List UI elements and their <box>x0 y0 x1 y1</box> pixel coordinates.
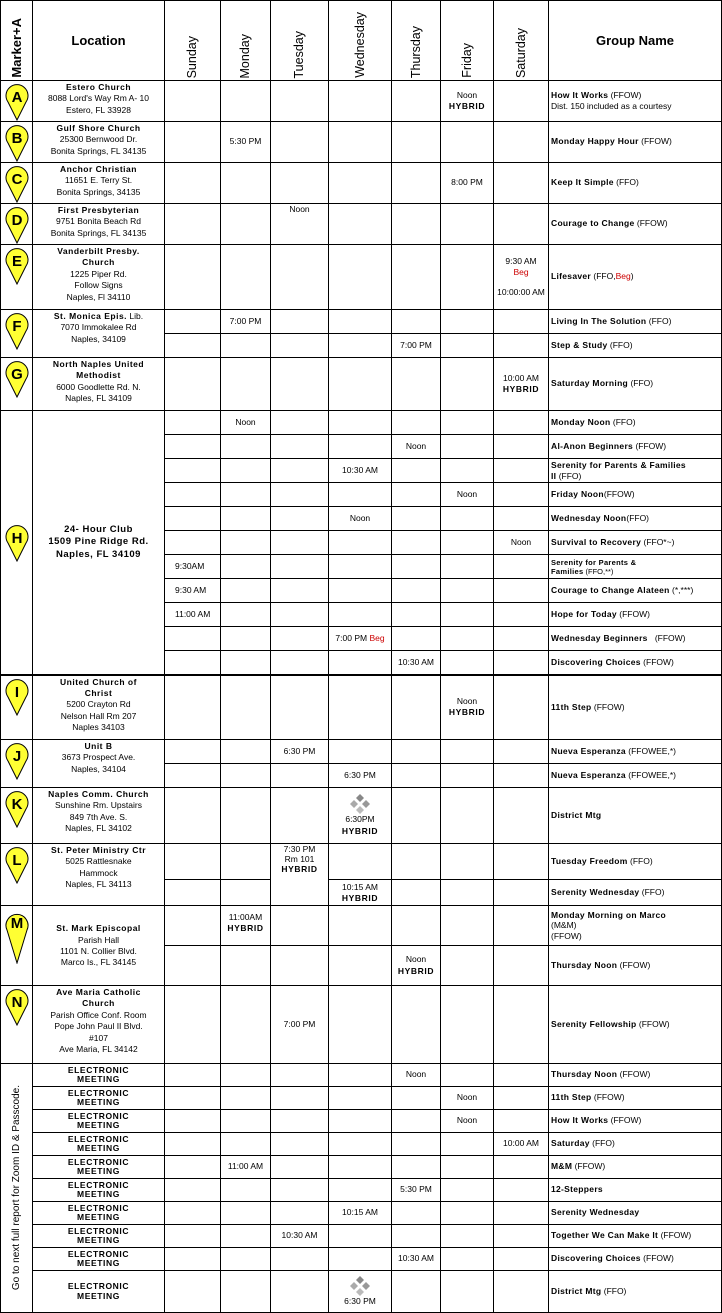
district-diamond-icon <box>349 1276 371 1296</box>
map-marker-a <box>1 81 33 122</box>
group-name: Serenity Wednesday (FFO) <box>549 880 722 906</box>
group-name: Lifesaver (FFO,Beg) <box>549 245 722 310</box>
wednesday-time: 10:15 AM HYBRID <box>329 880 392 906</box>
location-cell: Estero Church 8088 Lord's Way Rm A- 10 Estero, FL 33928 <box>33 81 165 122</box>
group-name: 11th Step (FFOW) <box>549 1087 722 1110</box>
meeting-row-n <box>1 986 722 1064</box>
group-name: Serenity Fellowship (FFOW) <box>549 986 722 1064</box>
marker-letter: A <box>11 89 22 106</box>
thursday-time: Noon HYBRID <box>392 946 441 986</box>
day-header-friday: Friday <box>441 1 494 81</box>
map-pin-icon <box>5 524 29 562</box>
electronic-row-5 <box>1 1156 722 1179</box>
meeting-row-j <box>1 740 722 764</box>
group-name: 12-Steppers <box>549 1179 722 1202</box>
location-cell: 24- Hour Club 1509 Pine Ridge Rd. Naples, FL 34109 <box>33 411 165 675</box>
saturday-time: 10:00 AM <box>494 1133 549 1156</box>
electronic-row-8 <box>1 1225 722 1248</box>
location-cell: First Presbyterian 9751 Bonita Beach Rd Bonita Springs, FL 34135 <box>33 204 165 245</box>
electronic-row-4 <box>1 1133 722 1156</box>
location-cell: Unit B 3673 Prospect Ave. Naples, 34104 <box>33 740 165 788</box>
map-marker-b <box>1 122 33 163</box>
map-marker-j <box>1 740 33 788</box>
group-name: Discovering Choices (FFOW) <box>549 651 722 675</box>
map-pin-icon <box>5 165 29 203</box>
map-marker-f <box>1 310 33 358</box>
map-pin-icon <box>5 846 29 884</box>
district-diamond-icon <box>349 794 371 814</box>
group-name: Serenity Wednesday <box>549 1202 722 1225</box>
map-pin-icon <box>5 678 29 716</box>
monday-time: 11:00AM HYBRID <box>221 906 271 946</box>
day-header-thursday: Thursday <box>392 1 441 81</box>
group-name: Saturday Morning (FFO) <box>549 358 722 411</box>
group-name: Keep It Simple (FFO) <box>549 163 722 204</box>
day-header-wednesday: Wednesday <box>329 1 392 81</box>
location-cell: St. Mark Episcopal Parish Hall 1101 N. Collier Blvd. Marco Is., FL 34145 <box>33 906 165 986</box>
electronic-meeting-label: ELECTRONIC MEETING <box>33 1110 165 1133</box>
location-cell: North Naples United Methodist 6000 Goodlette Rd. N. Naples, FL 34109 <box>33 358 165 411</box>
day-header-sunday: Sunday <box>165 1 221 81</box>
map-marker-l <box>1 844 33 906</box>
day-header-saturday: Saturday <box>494 1 549 81</box>
electronic-row-6 <box>1 1179 722 1202</box>
tuesday-time: 7:30 PM Rm 101 HYBRID <box>271 844 329 906</box>
group-name: Nueva Esperanza (FFOWEE,*) <box>549 740 722 764</box>
location-cell: Gulf Shore Church 25300 Bernwood Dr. Bonita Springs, FL 34135 <box>33 122 165 163</box>
group-name: Friday Noon(FFOW) <box>549 483 722 507</box>
electronic-meeting-label: ELECTRONIC MEETING <box>33 1133 165 1156</box>
day-header-monday: Monday <box>221 1 271 81</box>
group-name: How It Works (FFOW) <box>549 1110 722 1133</box>
map-pin-icon <box>5 247 29 285</box>
group-name: Tuesday Freedom (FFO) <box>549 844 722 880</box>
group-name: Together We Can Make It (FFOW) <box>549 1225 722 1248</box>
marker-letter: K <box>11 796 22 813</box>
group-name: Survival to Recovery (FFO*~) <box>549 531 722 555</box>
electronic-meeting-label: ELECTRONIC MEETING <box>33 1225 165 1248</box>
meeting-row-d <box>1 204 722 245</box>
group-name: How It Works (FFOW) Dist. 150 included as a courtesy <box>549 81 722 122</box>
group-name: District Mtg (FFO) <box>549 1271 722 1313</box>
group-name: Living In The Solution (FFO) <box>549 310 722 334</box>
location-header: Location <box>33 1 165 81</box>
group-name: Monday Noon (FFO) <box>549 411 722 435</box>
friday-time: Noon <box>441 483 494 507</box>
map-pin-icon <box>5 124 29 162</box>
group-name: District Mtg <box>549 788 722 844</box>
meeting-row-a <box>1 81 722 122</box>
location-cell: Ave Maria Catholic Church Parish Office Conf. Room Pope John Paul II Blvd. #107 Ave Maria, FL 34142 <box>33 986 165 1064</box>
marker-header: Marker+A <box>1 1 33 81</box>
thursday-time: 10:30 AM <box>392 1248 441 1271</box>
group-name: Nueva Esperanza (FFOWEE,*) <box>549 764 722 788</box>
meeting-row-e <box>1 245 722 310</box>
group-name: Monday Morning on Marco (M&M) (FFOW) <box>549 906 722 946</box>
electronic-meeting-label: ELECTRONIC MEETING <box>33 1271 165 1313</box>
sunday-time: 11:00 AM <box>165 603 221 627</box>
friday-time: Noon HYBRID <box>441 81 494 122</box>
tuesday-time: Noon <box>271 204 329 245</box>
map-marker-i <box>1 675 33 740</box>
map-marker-h <box>1 411 33 675</box>
day-header-tuesday: Tuesday <box>271 1 329 81</box>
marker-letter: D <box>11 212 22 229</box>
saturday-time: 10:00 AM HYBRID <box>494 358 549 411</box>
meeting-row-h1 <box>1 411 722 435</box>
group-name-header: Group Name <box>549 1 722 81</box>
location-cell: Naples Comm. Church Sunshine Rm. Upstairs 849 7th Ave. S. Naples, FL 34102 <box>33 788 165 844</box>
wednesday-time: 6:30 PM <box>329 764 392 788</box>
monday-time: Noon <box>221 411 271 435</box>
location-cell: United Church of Christ 5200 Crayton Rd Nelson Hall Rm 207 Naples 34103 <box>33 675 165 740</box>
electronic-row-9 <box>1 1248 722 1271</box>
electronic-meeting-label: ELECTRONIC MEETING <box>33 1248 165 1271</box>
marker-letter: L <box>11 852 22 869</box>
sunday-time: 9:30 AM <box>165 579 221 603</box>
thursday-time: 5:30 PM <box>392 1179 441 1202</box>
location-cell: St. Peter Ministry Ctr 5025 Rattlesnake Hammock Naples, FL 34113 <box>33 844 165 906</box>
electronic-meeting-label: ELECTRONIC MEETING <box>33 1156 165 1179</box>
group-name: Saturday (FFO) <box>549 1133 722 1156</box>
electronic-row-10 <box>1 1271 722 1313</box>
group-name: Wednesday Noon(FFO) <box>549 507 722 531</box>
marker-letter: C <box>11 171 22 188</box>
map-marker-c <box>1 163 33 204</box>
marker-letter: G <box>10 366 23 383</box>
monday-time: 11:00 AM <box>221 1156 271 1179</box>
map-pin-icon <box>5 742 29 780</box>
map-marker-g <box>1 358 33 411</box>
group-name: Discovering Choices (FFOW) <box>549 1248 722 1271</box>
saturday-time: 9:30 AM Beg 10:00:00 AM <box>494 245 549 310</box>
group-name: Monday Happy Hour (FFOW) <box>549 122 722 163</box>
group-name: Courage to Change Alateen (*,***) <box>549 579 722 603</box>
marker-letter: F <box>11 318 22 335</box>
marker-letter: I <box>14 683 19 701</box>
map-marker-e <box>1 245 33 310</box>
map-marker-m <box>1 906 33 986</box>
electronic-row-3 <box>1 1110 722 1133</box>
wednesday-time: 6:30 PM <box>329 1271 392 1313</box>
marker-letter: E <box>11 253 22 270</box>
electronic-row-1 <box>1 1064 722 1087</box>
group-name: Thursday Noon (FFOW) <box>549 1064 722 1087</box>
electronic-meeting-label: ELECTRONIC MEETING <box>33 1064 165 1087</box>
friday-time: Noon HYBRID <box>441 675 494 740</box>
meeting-row-m <box>1 906 722 946</box>
meeting-row-f <box>1 310 722 334</box>
group-name: Step & Study (FFO) <box>549 334 722 358</box>
electronic-meeting-label: ELECTRONIC MEETING <box>33 1202 165 1225</box>
wednesday-time: 10:30 AM <box>329 459 392 483</box>
meeting-row-k <box>1 788 722 844</box>
group-name: Hope for Today (FFOW) <box>549 603 722 627</box>
electronic-row-2 <box>1 1087 722 1110</box>
map-pin-icon <box>5 790 29 828</box>
meeting-row-b <box>1 122 722 163</box>
friday-time: Noon <box>441 1087 494 1110</box>
friday-time: 8:00 PM <box>441 163 494 204</box>
map-pin-icon <box>5 206 29 244</box>
wednesday-time: 10:15 AM <box>329 1202 392 1225</box>
tuesday-time: 7:00 PM <box>271 986 329 1064</box>
electronic-row-7 <box>1 1202 722 1225</box>
saturday-time: Noon <box>494 531 549 555</box>
group-name: Serenity for Parents & Families (FFO,**) <box>549 555 722 579</box>
meeting-row-l <box>1 844 722 880</box>
meeting-row-i <box>1 675 722 740</box>
map-pin-icon <box>5 312 29 350</box>
thursday-time: Noon <box>392 1064 441 1087</box>
map-marker-k <box>1 788 33 844</box>
marker-letter: M <box>10 915 23 932</box>
location-cell: St. Monica Epis. Lib. 7070 Immokalee Rd Naples, 34109 <box>33 310 165 358</box>
wednesday-time: 6:30PM HYBRID <box>329 788 392 844</box>
group-name: M&M (FFOW) <box>549 1156 722 1179</box>
meeting-row-g <box>1 358 722 411</box>
monday-time: 5:30 PM <box>221 122 271 163</box>
group-name: 11th Step (FFOW) <box>549 675 722 740</box>
zoom-note: Go to next full report for Zoom ID & Passcode. <box>1 1064 33 1313</box>
wednesday-time: Noon <box>329 507 392 531</box>
tuesday-time: 6:30 PM <box>271 740 329 764</box>
marker-letter: N <box>11 994 22 1011</box>
tuesday-time: 10:30 AM <box>271 1225 329 1248</box>
location-cell: Vanderbilt Presby. Church 1225 Piper Rd. Follow Signs Naples, Fl 34110 <box>33 245 165 310</box>
thursday-time: Noon <box>392 435 441 459</box>
map-pin-icon <box>5 908 29 964</box>
monday-time: 7:00 PM <box>221 310 271 334</box>
wednesday-time: 7:00 PM Beg <box>329 627 392 651</box>
group-name: Thursday Noon (FFOW) <box>549 946 722 986</box>
group-name: Serenity for Parents & Families II (FFO) <box>549 459 722 483</box>
friday-time: Noon <box>441 1110 494 1133</box>
map-pin-icon <box>5 83 29 121</box>
electronic-meeting-label: ELECTRONIC MEETING <box>33 1087 165 1110</box>
group-name: Al-Anon Beginners (FFOW) <box>549 435 722 459</box>
thursday-time: 10:30 AM <box>392 651 441 675</box>
sunday-time: 9:30AM <box>165 555 221 579</box>
map-pin-icon <box>5 988 29 1026</box>
electronic-meeting-label: ELECTRONIC MEETING <box>33 1179 165 1202</box>
marker-letter: J <box>12 748 21 765</box>
location-cell: Anchor Christian 11651 E. Terry St. Bonita Springs, 34135 <box>33 163 165 204</box>
map-marker-n <box>1 986 33 1064</box>
marker-letter: B <box>11 130 22 147</box>
map-pin-icon <box>5 360 29 398</box>
thursday-time: 7:00 PM <box>392 334 441 358</box>
group-name: Wednesday Beginners (FFOW) <box>549 627 722 651</box>
marker-letter: H <box>11 530 22 548</box>
group-name: Courage to Change (FFOW) <box>549 204 722 245</box>
map-marker-d <box>1 204 33 245</box>
header-row <box>1 1 722 81</box>
meeting-row-c <box>1 163 722 204</box>
